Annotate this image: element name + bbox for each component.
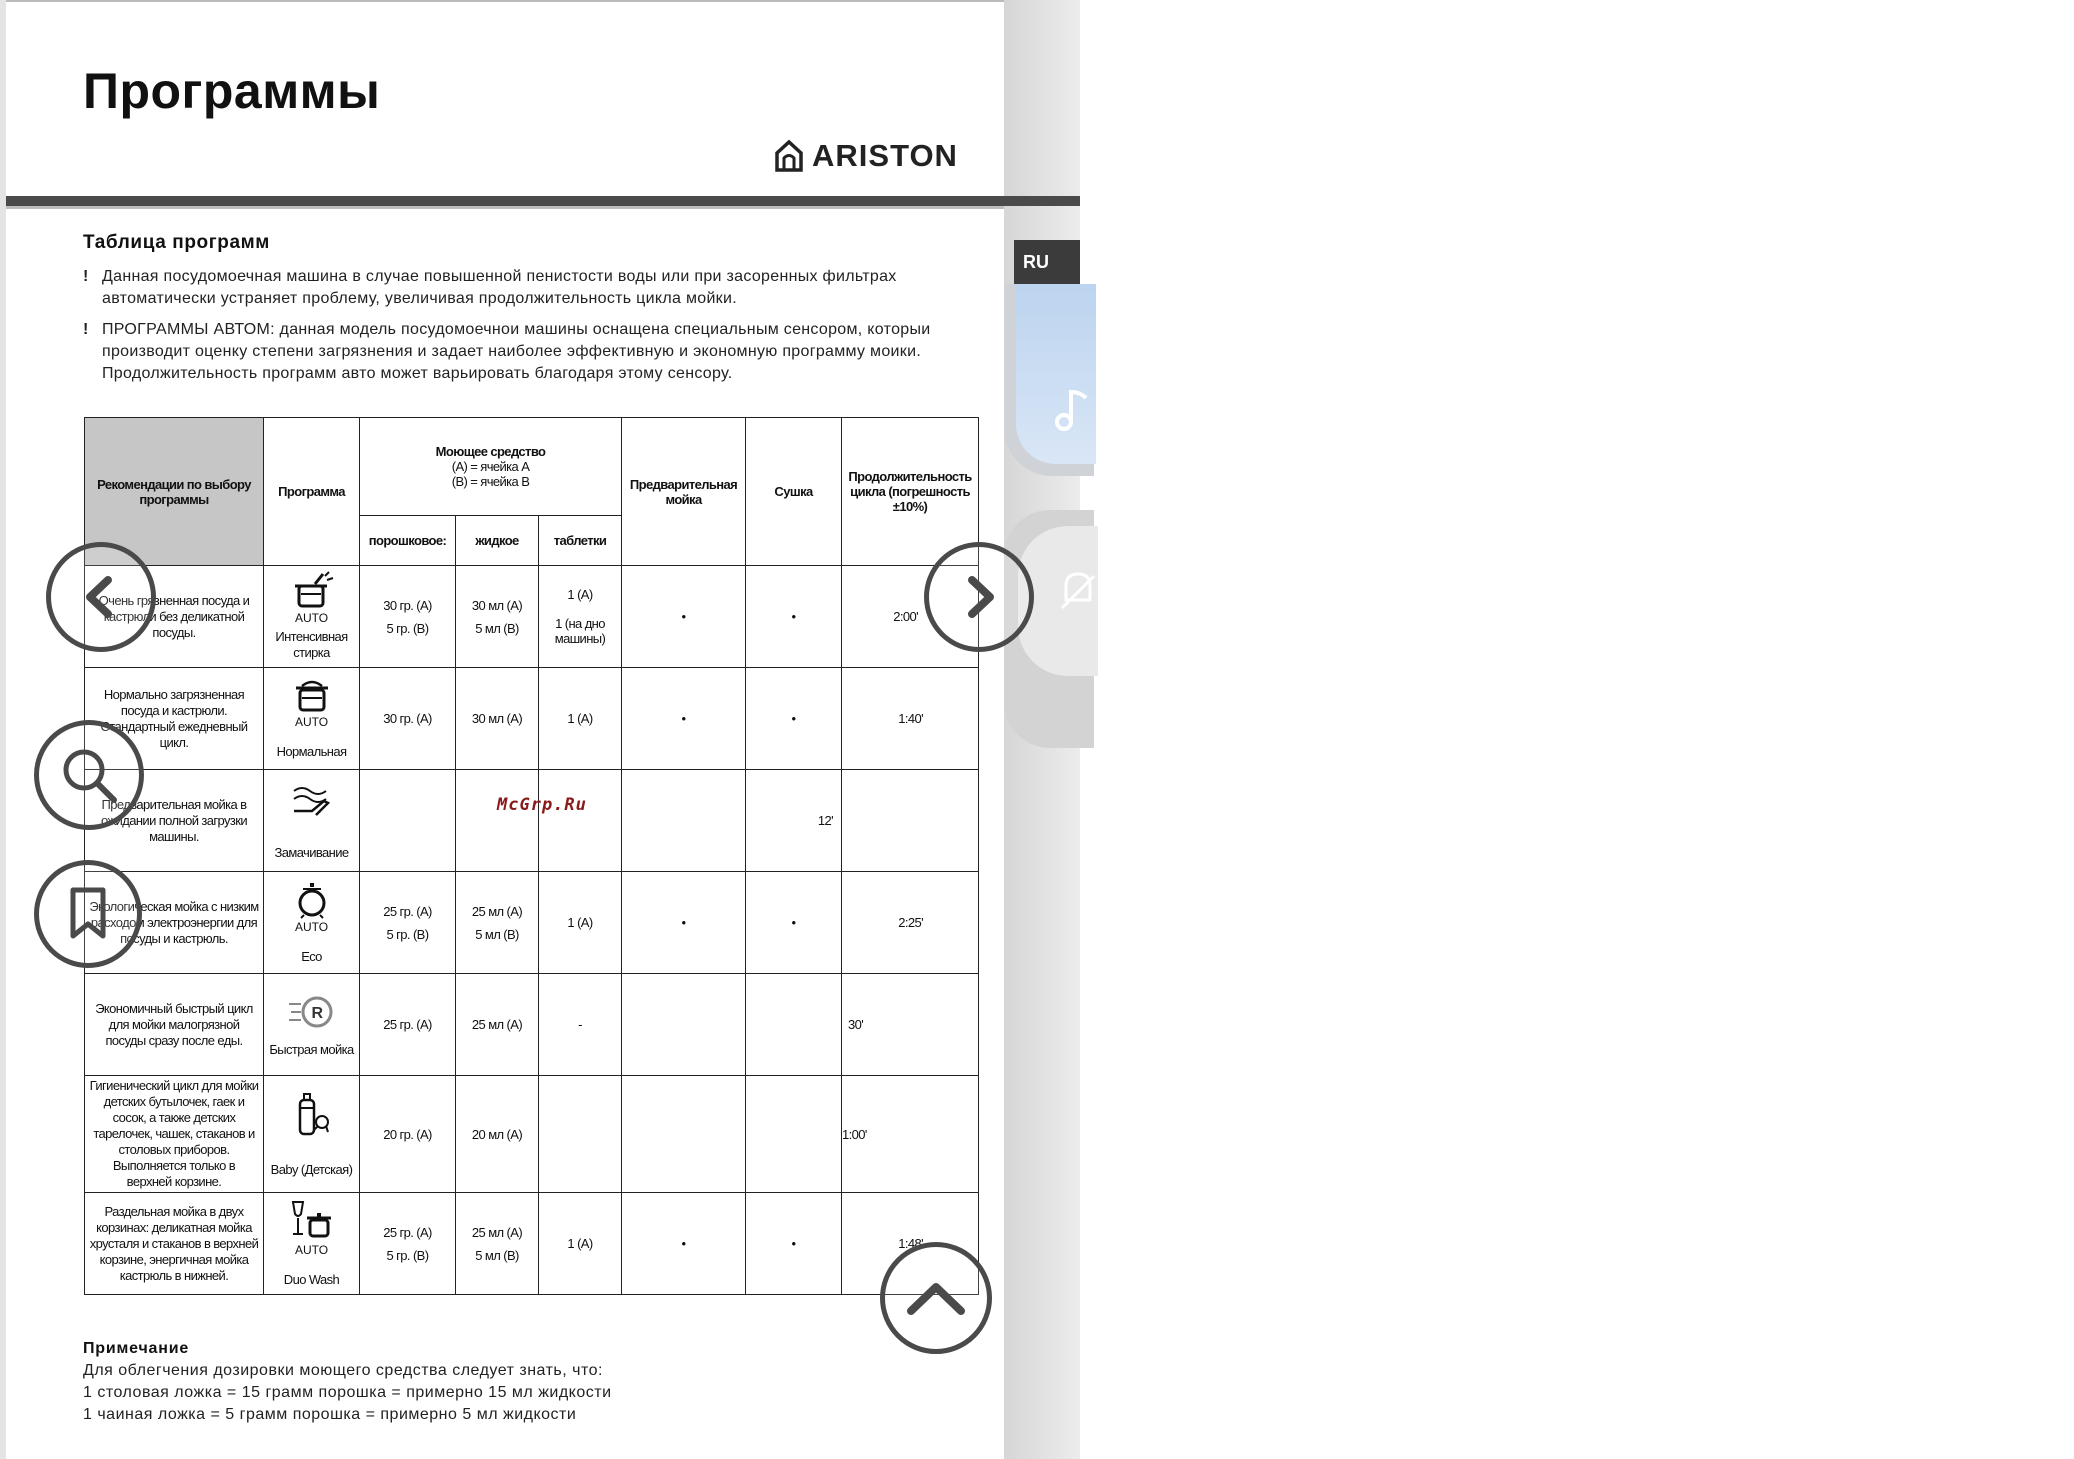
header-liquid: жидкое <box>456 516 539 566</box>
powder-a: 25 гр. (A) <box>383 1224 432 1240</box>
program-table <box>84 417 979 1295</box>
tablet-cell <box>539 1076 622 1193</box>
exclamation-icon: ! <box>83 268 89 285</box>
soak-wave-icon <box>290 781 334 823</box>
powder-b: 5 гр. (B) <box>386 620 429 636</box>
liquid-cell <box>456 1193 539 1295</box>
intensive-pot-icon <box>289 572 335 610</box>
auto-label: AUTO <box>294 611 329 625</box>
duration-cell: 1:00' <box>842 1076 979 1193</box>
liquid-cell: 25 мл (A) <box>456 974 539 1076</box>
table-row <box>85 566 979 668</box>
powder-cell <box>360 1193 456 1295</box>
rapid-r-icon <box>287 992 337 1034</box>
auto-label: AUTO <box>294 1242 329 1257</box>
table-row <box>85 872 979 974</box>
header-detergent-b: (B) = ячейка B <box>451 474 530 489</box>
tablet-a: 1 (A) <box>567 587 593 602</box>
previous-page-button[interactable] <box>46 542 156 652</box>
previous-page-icon <box>76 572 126 622</box>
duration-cell: 30' <box>842 974 979 1076</box>
program-name: Интенсивная стирка <box>275 629 348 660</box>
tablet-b: 1 (на дно машины) <box>554 616 606 646</box>
page-title: Программы <box>83 63 381 119</box>
table-row <box>85 1076 979 1193</box>
program-cell <box>264 872 360 974</box>
liquid-b: 5 мл (B) <box>475 926 519 942</box>
auto-label: AUTO <box>294 714 329 729</box>
program-cell <box>264 1193 360 1295</box>
page-left-edge <box>0 0 6 1459</box>
duo-glass-pot-icon <box>289 1200 335 1242</box>
row-description: Очень грязненная посуда и кастрюли без деликатной посуды. <box>85 566 264 668</box>
powder-cell <box>360 566 456 668</box>
liquid-cell <box>456 770 539 872</box>
liquid-a: 30 мл (A) <box>471 597 523 613</box>
normal-pot-icon <box>292 678 332 714</box>
scroll-top-icon <box>901 1273 971 1323</box>
program-cell <box>264 770 360 872</box>
header-detergent-a: (A) = ячейка A <box>451 459 530 474</box>
footnote-line: 1 столовая ложка = 15 грамм порошка = примерно 15 мл жидкости <box>83 1384 612 1401</box>
tablet-cell: 1 (A) <box>539 668 622 770</box>
row-description: Раздельная мойка в двух корзинах: деликатная мойка хрусталя и стаканов в верхней корзине, энергичная мойка кастрюль в нижней. <box>85 1193 264 1295</box>
row-description: Нормально загрязненная посуда и кастрюли. Стандартный ежедневный цикл. <box>85 668 264 770</box>
program-cell <box>264 1076 360 1193</box>
prewash-cell <box>622 770 746 872</box>
powder-cell: 30 гр. (A) <box>360 668 456 770</box>
next-page-icon <box>954 572 1004 622</box>
row-description: Предварительная мойка в ожидании полной загрузки машины. <box>85 770 264 872</box>
table-header-row <box>85 418 979 516</box>
tablet-cell: - <box>539 974 622 1076</box>
table-row <box>85 770 979 872</box>
program-name: Duo Wash <box>283 1271 340 1287</box>
header-tablets: таблетки <box>539 516 622 566</box>
music-widget[interactable] <box>1004 284 1094 476</box>
row-description: Экологическая мойка с низким расходом электроэнергии для посуды и кастрюль. <box>85 872 264 974</box>
duration-cell: 2:00' <box>842 566 979 668</box>
note-item <box>83 266 983 310</box>
powder-cell: 20 гр. (A) <box>360 1076 456 1193</box>
powder-cell <box>360 872 456 974</box>
prewash-cell <box>622 1076 746 1193</box>
program-cell <box>264 566 360 668</box>
zoom-icon <box>54 740 124 810</box>
music-note-icon <box>1052 384 1092 434</box>
header-powder: порошковое: <box>360 516 456 566</box>
duration-cell: 1:48' <box>842 1193 979 1295</box>
table-row <box>85 668 979 770</box>
bookmark-icon <box>63 884 113 944</box>
liquid-a: 25 мл (A) <box>471 1224 523 1240</box>
program-cell <box>264 974 360 1076</box>
bookmark-button[interactable] <box>34 860 142 968</box>
drying-cell <box>746 1076 842 1193</box>
liquid-cell: 20 мл (A) <box>456 1076 539 1193</box>
note-text: Данная посудомоечная машина в случае повышенной пенистости воды или при засоренных фильтрах автоматически устраняет проблему, увеличивая продолжительность цикла мойки. <box>102 268 897 307</box>
powder-a: 30 гр. (A) <box>383 597 432 613</box>
ariston-logo <box>774 136 958 176</box>
footnote-line: 1 чаиная ложка = 5 грамм порошка = примерно 5 мл жидкости <box>83 1406 577 1423</box>
program-cell <box>264 668 360 770</box>
note-text: ПРОГРАММЫ АВТОМ: данная модель посудомоечнои машины оснащена специальным сенсором, которыи производит оценку степени загрязнения и задает наиболее эффективную и экономную программу моики. Продолжительность программ авто может варьировать благодаря этому сенсору. <box>102 321 931 382</box>
section-title: Таблица программ <box>83 232 270 253</box>
eco-pot-icon <box>295 881 329 919</box>
watermark: McGrp.Ru <box>497 795 587 815</box>
liquid-cell: 30 мл (A) <box>456 668 539 770</box>
note-item <box>83 319 983 385</box>
table-row <box>85 1193 979 1295</box>
auto-label: AUTO <box>294 919 329 934</box>
tablet-cell <box>539 566 622 668</box>
powder-b: 5 гр. (B) <box>386 1247 429 1263</box>
drying-cell: 12' <box>746 770 842 872</box>
prewash-cell: • <box>622 566 746 668</box>
house-logo-icon <box>774 139 804 173</box>
header-detergent <box>360 418 622 516</box>
exclamation-icon: ! <box>83 321 89 338</box>
header-detergent-title: Моющее средство <box>435 444 546 459</box>
next-page-button[interactable] <box>924 542 1034 652</box>
program-name: Baby (Детская) <box>270 1162 353 1177</box>
program-name: Быстрая мойка <box>269 1041 354 1057</box>
drying-cell: • <box>746 872 842 974</box>
drying-cell: • <box>746 566 842 668</box>
liquid-cell <box>456 566 539 668</box>
header-prewash: Предварительная мойка <box>622 418 746 566</box>
powder-b: 5 гр. (B) <box>386 926 429 942</box>
liquid-a: 25 мл (A) <box>471 903 523 919</box>
header-drying: Сушка <box>746 418 842 566</box>
tablet-cell: 1 (A) <box>539 872 622 974</box>
duration-cell <box>842 770 979 872</box>
program-name: Замачивание <box>274 844 349 860</box>
prewash-cell: • <box>622 872 746 974</box>
liquid-cell <box>456 872 539 974</box>
footnote-title: Примечание <box>83 1340 190 1357</box>
drying-cell <box>746 974 842 1076</box>
music-widget-face <box>1016 284 1096 464</box>
header-program: Программа <box>264 418 360 566</box>
row-description: Гигиенический цикл для мойки детских бутылочек, гаек и сосок, а также детских тарелочек, чашек, стаканов и столовых приборов. Выполняется только в верхней корзине. <box>85 1076 264 1193</box>
header-divider <box>6 196 1080 206</box>
prewash-cell: • <box>622 1193 746 1295</box>
program-name: Нормальная <box>276 743 347 759</box>
row-description: Экономичный быстрый цикл для мойки малогрязной посуды сразу после еды. <box>85 974 264 1076</box>
table-row <box>85 974 979 1076</box>
bell-icon <box>1058 566 1098 616</box>
language-tab[interactable]: RU <box>1014 240 1080 284</box>
zoom-button[interactable] <box>34 720 144 830</box>
carousel-dots: •• <box>2056 1195 2074 1211</box>
tablet-cell: 1 (A) <box>539 1193 622 1295</box>
tablet-cell <box>539 770 622 872</box>
powder-cell <box>360 770 456 872</box>
header-duration: Продолжительность цикла (погрешность ±10%) <box>842 418 979 566</box>
scroll-top-button[interactable] <box>880 1242 992 1354</box>
prewash-cell: • <box>622 668 746 770</box>
drying-cell: • <box>746 1193 842 1295</box>
top-rule <box>6 0 1004 2</box>
program-name: Eco <box>301 948 322 964</box>
powder-cell: 25 гр. (A) <box>360 974 456 1076</box>
header-recommendation: Рекомендации по выбору программы <box>85 418 264 566</box>
drying-cell: • <box>746 668 842 770</box>
duration-cell: 2:25' <box>842 872 979 974</box>
prewash-cell <box>622 974 746 1076</box>
svg-text:R: R <box>311 1004 322 1022</box>
liquid-b: 5 мл (B) <box>475 620 519 636</box>
liquid-b: 5 мл (B) <box>475 1247 519 1263</box>
footnote-line: Для облегчения дозировки моющего средства следует знать, что: <box>83 1362 603 1379</box>
duration-cell: 1:40' <box>842 668 979 770</box>
brand-name: ARISTON <box>812 138 958 173</box>
powder-a: 25 гр. (A) <box>383 903 432 919</box>
header-divider-shadow <box>6 206 1004 209</box>
baby-bottle-icon <box>292 1090 332 1140</box>
